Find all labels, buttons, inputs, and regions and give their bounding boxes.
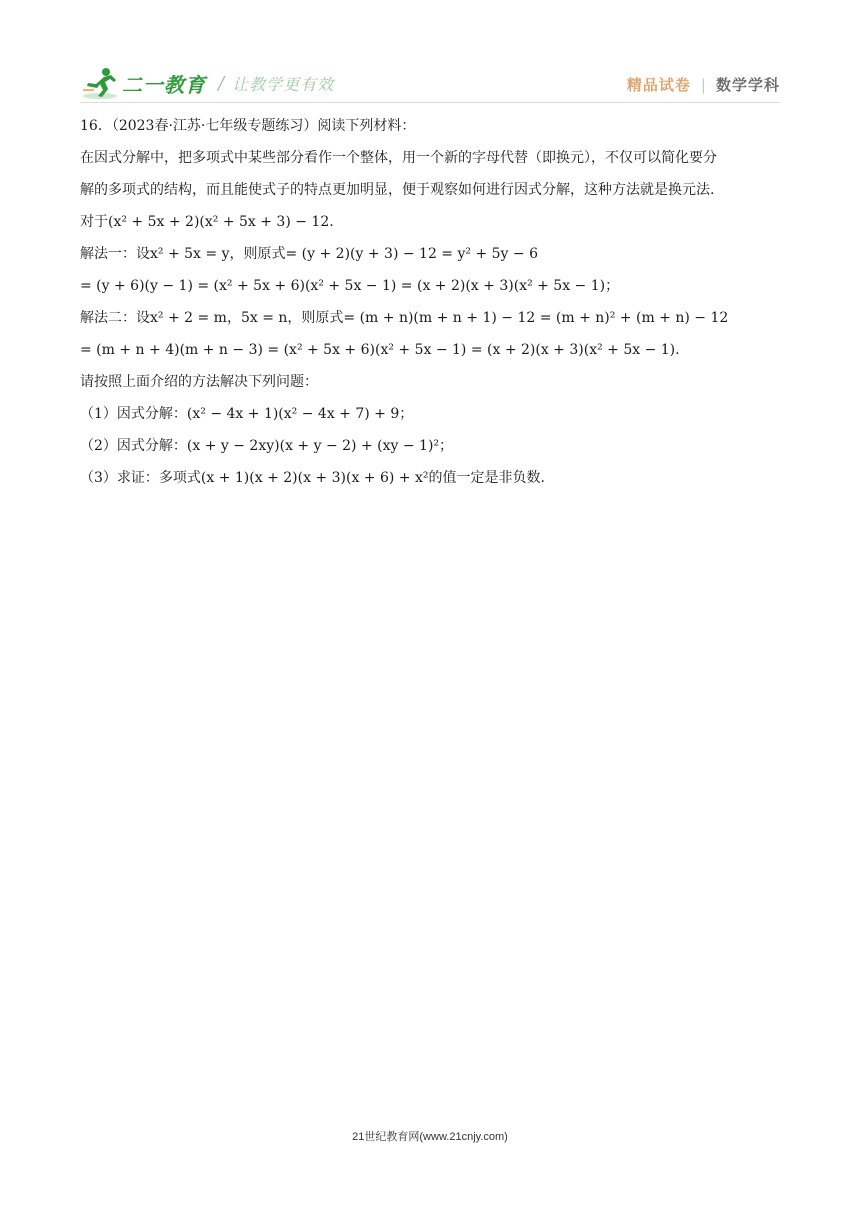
material-line-2: 解的多项式的结构，而且能使式子的特点更加明显，便于观察如何进行因式分解，这种方法就是换元法. xyxy=(80,182,715,198)
subject-tag xyxy=(627,74,780,95)
method1-line-1: 解法一：设x² + 5x = y，则原式= (y + 2)(y + 3) − 12 = y² + 5y − 6 xyxy=(80,246,538,262)
question-2: （2）因式分解：(x + y − 2xy)(x + y − 2) + (xy − 1)²； xyxy=(80,438,454,454)
question-3: （3）求证：多项式(x + 1)(x + 2)(x + 3)(x + 6) + x²的值一定是非负数. xyxy=(80,470,545,486)
brand-name: 二一教育 xyxy=(122,72,206,97)
question-1: （1）因式分解：(x² − 4x + 1)(x² − 4x + 7) + 9； xyxy=(80,406,414,422)
material-line-1: 在因式分解中，把多项式中某些部分看作一个整体，用一个新的字母代替（即换元），不仅可以简化要分 xyxy=(80,150,717,166)
instruction: 请按照上面介绍的方法解决下列问题： xyxy=(80,374,318,390)
problem-intro: 16．（2023春·江苏·七年级专题练习）阅读下列材料： xyxy=(80,118,416,134)
page-footer: 21世纪教育网(www.21cnjy.com) xyxy=(352,1131,508,1143)
runner-logo-icon xyxy=(80,66,120,100)
header-divider: / xyxy=(218,72,225,94)
header-rule xyxy=(80,102,780,103)
problem-body xyxy=(80,110,780,494)
method2-line-1: 解法二：设x² + 2 = m，5x = n，则原式= (m + n)(m + n + 1) − 12 = (m + n)² + (m + n) − 12 xyxy=(80,310,729,326)
slogan: 让教学更有效 xyxy=(232,74,335,94)
tag-right: 数学学科 xyxy=(715,76,780,94)
method2-line-2: = (m + n + 4)(m + n − 3) = (x² + 5x + 6)(x² + 5x − 1) = (x + 2)(x + 3)(x² + 5x − 1). xyxy=(80,342,680,358)
tag-left: 精品试卷 xyxy=(626,76,691,94)
page-header xyxy=(80,66,780,106)
given-expression: 对于(x² + 5x + 2)(x² + 5x + 3) − 12. xyxy=(80,214,334,230)
logo xyxy=(80,66,334,100)
method1-line-2: = (y + 6)(y − 1) = (x² + 5x + 6)(x² + 5x − 1) = (x + 2)(x + 3)(x² + 5x − 1)； xyxy=(80,278,620,294)
tag-separator: | xyxy=(700,75,706,94)
